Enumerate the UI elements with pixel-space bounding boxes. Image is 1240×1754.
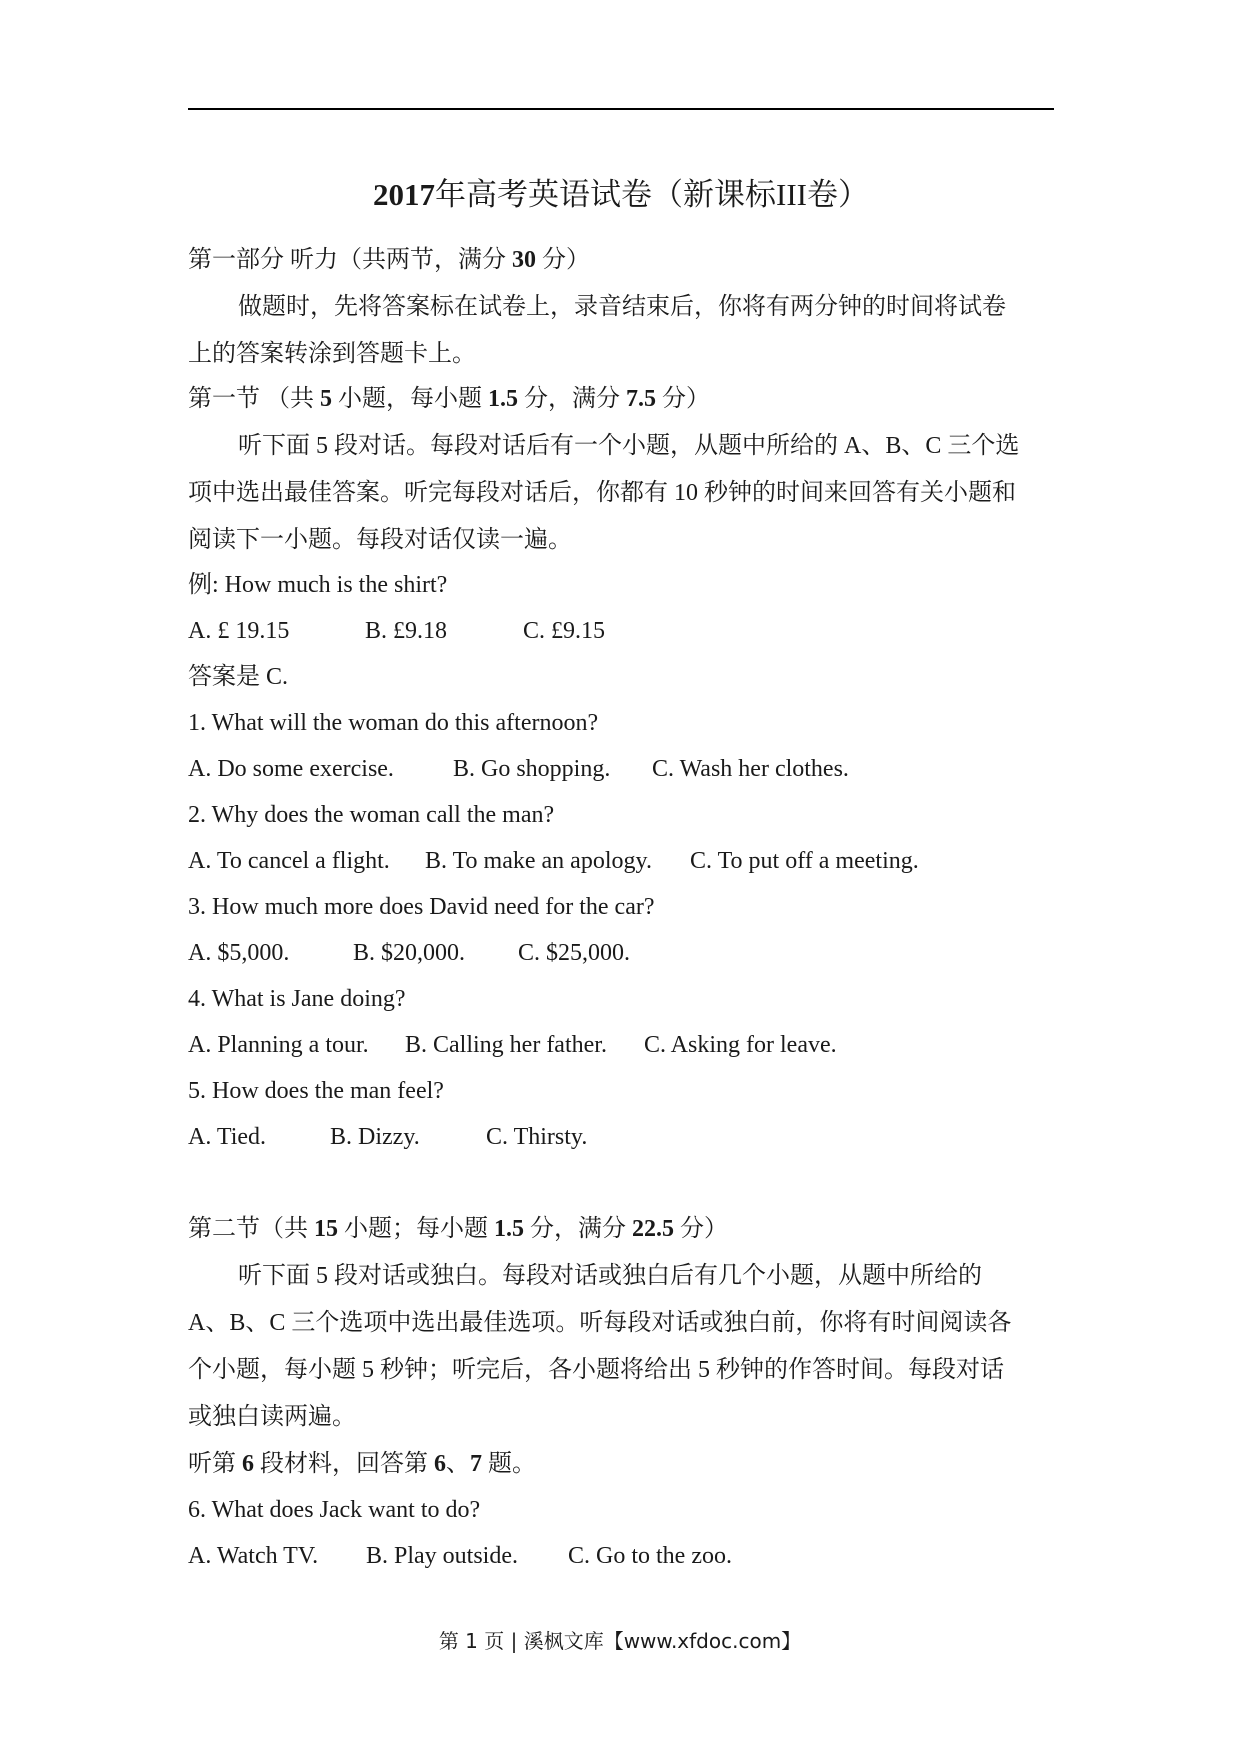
header-rule xyxy=(188,108,1054,110)
question-3: 3. How much more does David need for the car? xyxy=(188,894,655,920)
part1-score: 30 xyxy=(512,247,536,273)
section1-heading xyxy=(188,384,710,414)
s1-h1: 第一节 （共 xyxy=(188,386,320,412)
page-title xyxy=(188,175,1054,215)
s1-h7: 分） xyxy=(656,386,710,412)
q1-option-c: C. Wash her clothes. xyxy=(652,756,849,782)
example-answer: 答案是 C. xyxy=(188,664,289,690)
page-footer: 第 1 页 | 溪枫文库【www.xfdoc.com】 xyxy=(438,1629,802,1653)
q6-option-c: C. Go to the zoo. xyxy=(568,1543,732,1569)
q3-option-a: A. $5,000. xyxy=(188,940,290,966)
s2-h1: 第二节（共 xyxy=(188,1216,314,1242)
q4-option-b: B. Calling her father. xyxy=(405,1032,607,1058)
q2-option-c: C. To put off a meeting. xyxy=(690,848,919,874)
s2-h7: 分） xyxy=(674,1216,728,1242)
m6-t7: 题。 xyxy=(482,1451,536,1477)
question-2: 2. Why does the woman call the man? xyxy=(188,802,555,828)
section2-instructions-line2: A、B、C 三个选项中选出最佳选项。听每段对话或独白前，你将有时间阅读各 xyxy=(188,1310,1012,1336)
s1-h2: 5 xyxy=(320,386,332,412)
s1-h5: 分，满分 xyxy=(518,386,626,412)
q5-option-b: B. Dizzy. xyxy=(330,1124,420,1150)
title-year: 2017 xyxy=(373,177,436,212)
s1-h6: 7.5 xyxy=(626,386,656,412)
q6-option-a: A. Watch TV. xyxy=(188,1543,319,1569)
question-6: 6. What does Jack want to do? xyxy=(188,1497,481,1523)
section2-instructions-line3: 个小题，每小题 5 秒钟；听完后，各小题将给出 5 秒钟的作答时间。每段对话 xyxy=(188,1357,1004,1383)
q6-option-b: B. Play outside. xyxy=(366,1543,519,1569)
q1-option-b: B. Go shopping. xyxy=(453,756,611,782)
part1-instructions-line1: 做题时，先将答案标在试卷上，录音结束后，你将有两分钟的时间将试卷 xyxy=(238,294,1006,320)
example-option-b: B. £9.18 xyxy=(365,618,448,644)
m6-t6: 7 xyxy=(470,1451,482,1477)
m6-t5: 、 xyxy=(446,1451,470,1477)
example-question: 例: How much is the shirt? xyxy=(188,572,448,598)
s2-h5: 分，满分 xyxy=(524,1216,632,1242)
question-4: 4. What is Jane doing? xyxy=(188,986,406,1012)
example-option-a: A. £ 19.15 xyxy=(188,618,290,644)
question-5: 5. How does the man feel? xyxy=(188,1078,444,1104)
part1-heading xyxy=(188,245,590,275)
section1-instructions-line1: 听下面 5 段对话。每段对话后有一个小题，从题中所给的 A、B、C 三个选 xyxy=(238,433,1020,459)
part1-heading-end: 分） xyxy=(536,247,590,273)
q3-option-c: C. $25,000. xyxy=(518,940,631,966)
q4-option-c: C. Asking for leave. xyxy=(644,1032,837,1058)
section1-instructions-line3: 阅读下一小题。每段对话仅读一遍。 xyxy=(188,527,572,553)
section2-instructions-line4: 或独白读两遍。 xyxy=(188,1404,356,1430)
part1-heading-text: 第一部分 听力（共两节，满分 xyxy=(188,247,512,273)
title-text: 年高考英语试卷（新课标III卷） xyxy=(435,177,869,212)
q1-option-a: A. Do some exercise. xyxy=(188,756,394,782)
q3-option-b: B. $20,000. xyxy=(353,940,466,966)
question-1: 1. What will the woman do this afternoon? xyxy=(188,710,599,736)
q2-option-a: A. To cancel a flight. xyxy=(188,848,390,874)
s2-h3: 小题；每小题 xyxy=(338,1216,494,1242)
section1-instructions-line2: 项中选出最佳答案。听完每段对话后，你都有 10 秒钟的时间来回答有关小题和 xyxy=(188,480,1016,506)
q2-option-b: B. To make an apology. xyxy=(425,848,652,874)
q4-option-a: A. Planning a tour. xyxy=(188,1032,369,1058)
m6-t2: 6 xyxy=(242,1451,254,1477)
s2-h6: 22.5 xyxy=(632,1216,674,1242)
example-option-c: C. £9.15 xyxy=(523,618,606,644)
s2-h2: 15 xyxy=(314,1216,338,1242)
part1-instructions-line2: 上的答案转涂到答题卡上。 xyxy=(188,341,476,367)
s2-h4: 1.5 xyxy=(494,1216,524,1242)
q5-option-a: A. Tied. xyxy=(188,1124,267,1150)
m6-t1: 听第 xyxy=(188,1451,242,1477)
m6-t4: 6 xyxy=(434,1451,446,1477)
s1-h3: 小题，每小题 xyxy=(332,386,488,412)
s1-h4: 1.5 xyxy=(488,386,518,412)
material-6-heading xyxy=(188,1449,536,1479)
m6-t3: 段材料，回答第 xyxy=(254,1451,434,1477)
section2-instructions-line1: 听下面 5 段对话或独白。每段对话或独白后有几个小题，从题中所给的 xyxy=(238,1263,982,1289)
q5-option-c: C. Thirsty. xyxy=(486,1124,588,1150)
section2-heading xyxy=(188,1214,728,1244)
